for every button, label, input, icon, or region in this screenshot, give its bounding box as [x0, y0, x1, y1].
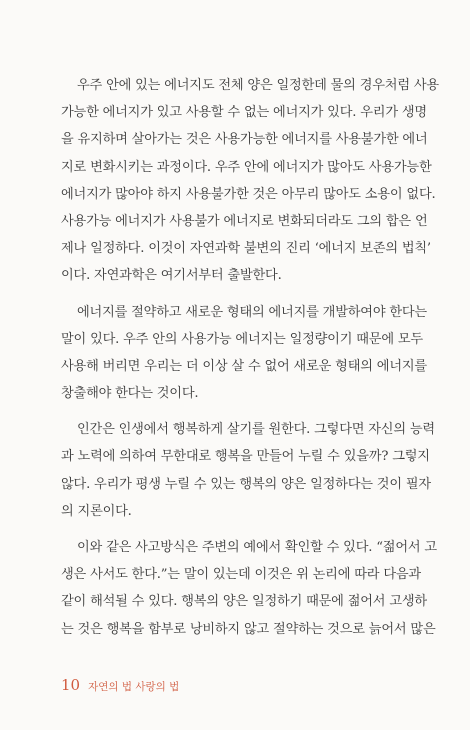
text-line: 지로 변화시키는 과정이다. 우주 안에 에너지가 많아도 사용가능한	[61, 159, 432, 175]
page-number: 10	[61, 676, 81, 694]
text-line: 않다. 우리가 평생 누릴 수 있는 행복의 양은 일정하다는 것이 필자	[61, 476, 431, 492]
paragraph-3	[61, 416, 435, 525]
text-line: 창출해야 한다는 것이다.	[61, 386, 199, 402]
body-text	[61, 72, 439, 643]
text-line: 이와 같은 사고방식은 주변의 예에서 확인할 수 있다. “젊어서 고	[77, 540, 437, 555]
paragraph-2	[61, 299, 427, 408]
text-line: 을 유지하며 살아가는 것은 사용가능한 에너지를 사용불가한 에너	[61, 132, 428, 148]
text-line: 사용가능 에너지가 사용불가 에너지로 변화되더라도 그의 합은 언	[61, 213, 428, 229]
paragraph-4	[61, 534, 437, 643]
text-line: 이다. 자연과학은 여기서부터 출발한다.	[61, 268, 282, 284]
text-line: 사용해 버리면 우리는 더 이상 살 수 없어 새로운 형태의 에너지를	[61, 358, 427, 374]
text-line: 과 노력에 의하여 무한대로 행복을 만들어 누릴 수 있을까? 그렇지	[61, 449, 430, 465]
text-line: 우주 안에 있는 에너지도 전체 양은 일정한데 물의 경우처럼 사용	[77, 78, 439, 93]
paragraph-1	[61, 72, 439, 290]
text-line: 의 지론이다.	[61, 503, 132, 519]
running-title: 자연의 법 사랑의 법	[88, 681, 180, 693]
page-footer	[61, 676, 179, 694]
text-line: 말이 있다. 우주 안의 사용가능 에너지는 일정량이기 때문에 모두	[61, 331, 423, 347]
text-line: 제나 일정하다. 이것이 자연과학 불변의 진리 ‘에너지 보존의 법칙’	[61, 241, 431, 257]
text-line: 같이 해석될 수 있다. 행복의 양은 일정하기 때문에 젊어서 고생하	[61, 594, 427, 610]
text-line: 는 것은 행복을 함부로 낭비하지 않고 절약하는 것으로 늙어서 많은	[61, 621, 436, 637]
text-line: 에너지가 많아야 하지 사용불가한 것은 아무리 많아도 소용이 없다.	[61, 186, 436, 202]
text-line: 에너지를 절약하고 새로운 형태의 에너지를 개발하여야 한다는	[77, 304, 427, 320]
text-line: 가능한 에너지가 있고 사용할 수 없는 에너지가 있다. 우리가 생명	[61, 105, 427, 121]
text-line: 인간은 인생에서 행복하게 살기를 원한다. 그렇다면 자신의 능력	[77, 422, 435, 438]
text-line: 생은 사서도 한다.”는 말이 있는데 이것은 위 논리에 따라 다음과	[61, 567, 421, 583]
